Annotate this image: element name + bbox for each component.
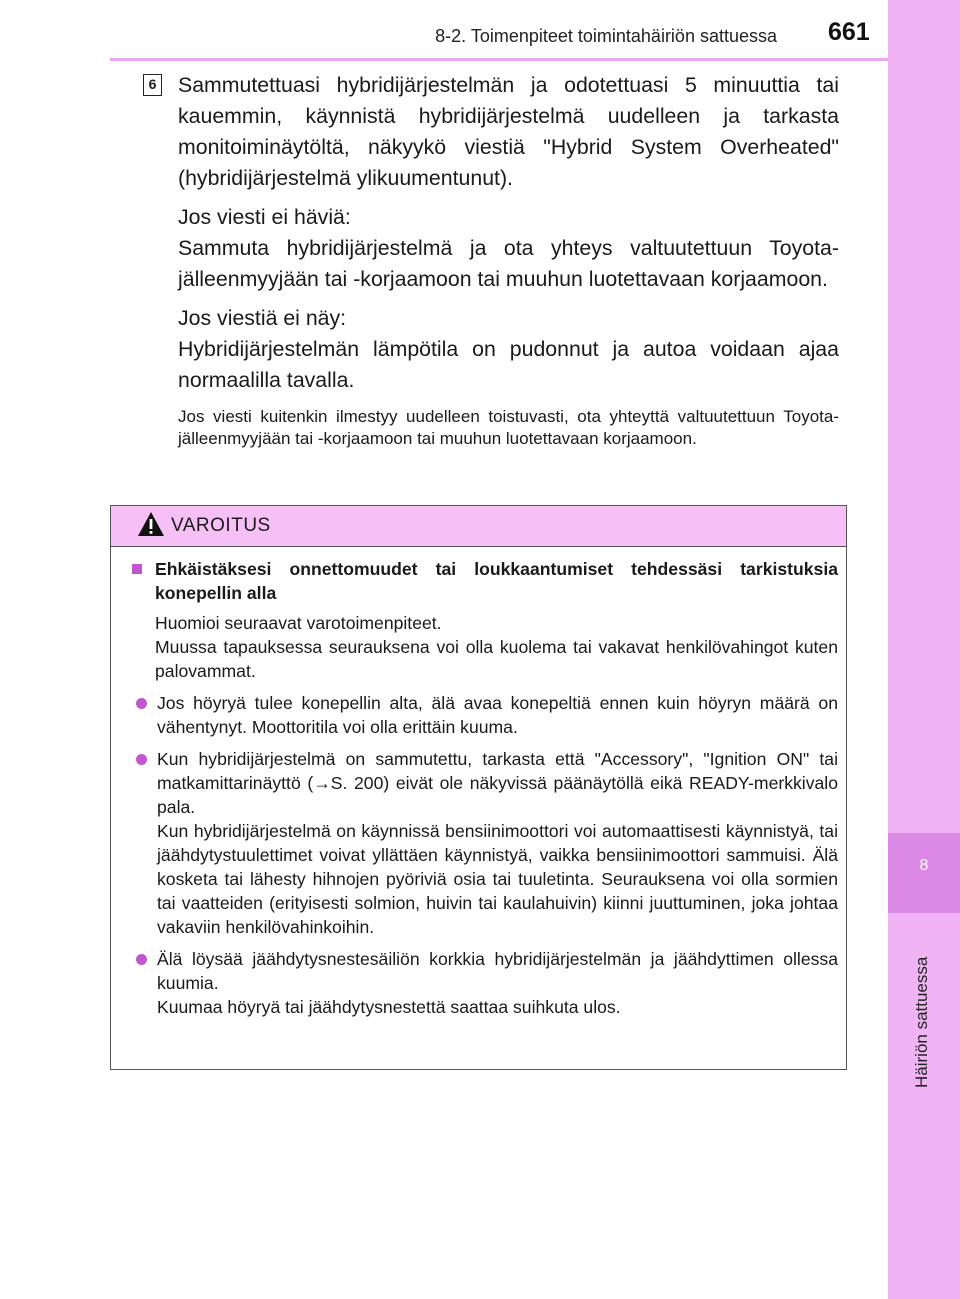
warning-heading-text: Ehkäistäksesi onnettomuudet tai loukkaantumiset tehdessäsi tarkistuksia konepellin alla bbox=[155, 559, 838, 603]
case2-text: Hybridijärjestelmän lämpötila on pudonnut ja autoa voidaan ajaa normaalilla tavalla. bbox=[178, 337, 839, 392]
warning-bullet-text: Älä löysää jäähdytysnestesäiliön korkkia hybridijärjestelmän ja jäähdyttimen ollessa kuumia. bbox=[157, 949, 838, 993]
warning-bullet-text: Jos höyryä tulee konepellin alta, älä avaa konepeltiä ennen kuin höyryn määrä on vähentynyt. Moottoritila voi olla erittäin kuuma. bbox=[157, 693, 838, 737]
warning-bullet bbox=[131, 947, 838, 1019]
round-bullet-icon bbox=[136, 754, 147, 765]
warning-title: VAROITUS bbox=[171, 515, 271, 536]
warning-body bbox=[111, 547, 846, 1027]
warning-intro-line2: Muussa tapauksessa seurauksena voi olla kuolema tai vakavat henkilövahingot kuten palovammat. bbox=[155, 637, 838, 681]
chapter-tab bbox=[888, 833, 960, 913]
step-note: Jos viesti kuitenkin ilmestyy uudelleen toistuvasti, ota yhteyttä valtuutettuun Toyota-jälleenmyyjään tai -korjaamoon tai muuhun luotettavaan korjaamoon. bbox=[178, 407, 839, 448]
step-paragraph: Sammutettuasi hybridijärjestelmän ja odotettuasi 5 minuuttia tai kauemmin, käynnistä hybridijärjestelmä uudelleen ja tarkasta monitoiminäytöltä, näkyykö viestiä "Hybrid System Overheated" (hybridijärjestelmä ylikuumentunut). bbox=[178, 73, 839, 190]
warning-bullet-text: Kun hybridijärjestelmä on käynnissä bensiinimoottori voi automaattisesti käynnistyä, tai jäähdytystuulettimet voivat yllättäen käynnistyä, vaikka bensiinimoottori sammuisi. Älä kosketa tai lähesty hihnojen pyöriviä osia tai tuuletinta. Seurauksena voi olla sormien tai vaatteiden (erityisesti solmion, huivin tai kaulahuivin) kiinni juuttuminen, joka johtaa vakaviin henkilövahinkoihin. bbox=[157, 821, 838, 937]
round-bullet-icon bbox=[136, 954, 147, 965]
step-number-badge: 6 bbox=[143, 74, 162, 96]
warning-bullet bbox=[131, 747, 838, 939]
warning-box bbox=[110, 505, 847, 1070]
case1-text: Sammuta hybridijärjestelmä ja ota yhteys valtuutettuun Toyota-jälleenmyyjään tai -korjaamoon tai muuhun luotettavaan korjaamoon. bbox=[178, 236, 839, 291]
case2-label: Jos viestiä ei näy: bbox=[178, 306, 347, 330]
chapter-number: 8 bbox=[919, 857, 929, 874]
warning-triangle-icon bbox=[137, 511, 165, 542]
warning-bullet bbox=[131, 691, 838, 739]
step-content bbox=[178, 70, 839, 458]
case1-label: Jos viesti ei häviä: bbox=[178, 205, 351, 229]
warning-heading bbox=[131, 557, 838, 605]
page-number: 661 bbox=[828, 18, 870, 46]
header-rule bbox=[110, 58, 888, 61]
square-bullet-icon bbox=[132, 564, 142, 574]
round-bullet-icon bbox=[136, 698, 147, 709]
warning-bullet-text: Kun hybridijärjestelmä on sammutettu, tarkasta että "Accessory", "Ignition ON" tai matkamittarinäyttö (→S. 200) eivät ole näkyvissä päänäytöllä eikä READY-merkkivalo pala. bbox=[157, 749, 838, 817]
warning-bullet-text: Kuumaa höyryä tai jäähdytysnestettä saattaa suihkuta ulos. bbox=[157, 997, 621, 1017]
side-tab-strip bbox=[888, 0, 960, 1299]
chapter-label: Häiriön sattuessa bbox=[912, 956, 931, 1088]
warning-intro-line1: Huomioi seuraavat varotoimenpiteet. bbox=[155, 613, 442, 633]
section-title: 8-2. Toimenpiteet toimintahäiriön sattuessa bbox=[435, 26, 777, 46]
warning-header bbox=[111, 506, 846, 547]
warning-intro bbox=[131, 611, 838, 683]
